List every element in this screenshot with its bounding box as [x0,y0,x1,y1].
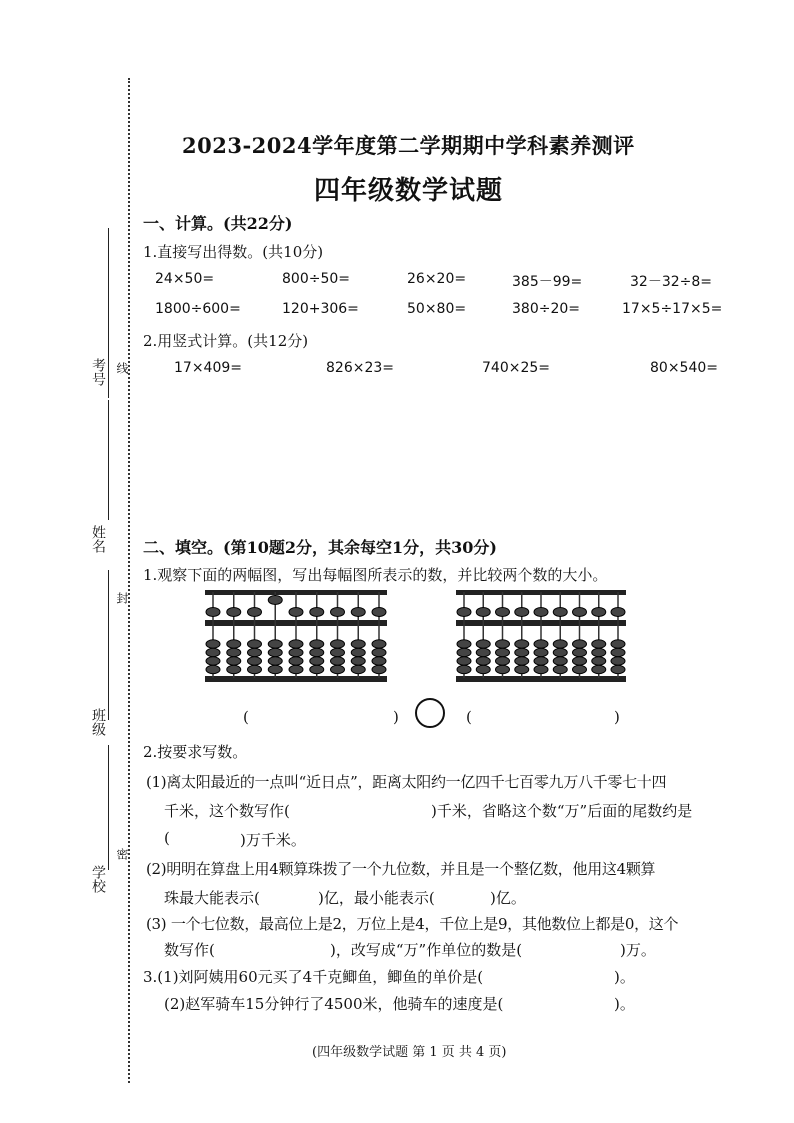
abacus-lower-bead [592,665,606,673]
abacus-lower-bead [227,665,241,673]
abacus-lower-bead [227,657,241,665]
calc-item: 385－99= [512,274,583,290]
abacus-upper-bead [457,608,471,617]
q2-3-line1b: )。 [614,968,635,986]
answer-paren-open: ( [466,708,472,726]
abacus-lower-bead [476,640,490,648]
abacus-lower-bead [515,640,529,648]
school-underline [108,745,109,870]
abacus-lower-bead [515,665,529,673]
abacus-upper-bead [496,608,510,617]
abacus-upper-bead [289,608,303,617]
abacus-lower-bead [476,648,490,656]
abacus-lower-bead [206,648,220,656]
exam-title: 2023-2024学年度第二学期期中学科素养测评 [182,133,635,158]
abacus-lower-bead [496,648,510,656]
abacus-lower-bead [289,657,303,665]
q2-2-1-line3a: ( [164,829,170,847]
abacus-upper-bead [573,608,587,617]
abacus-lower-bead [553,657,567,665]
q2-2-3-line2c: )万。 [620,941,656,959]
abacus-lower-bead [592,648,606,656]
calc-item: 50×80= [407,301,467,317]
abacus-lower-bead [573,640,587,648]
abacus-lower-bead [206,640,220,648]
abacus-lower-bead [372,665,386,673]
abacus-upper-bead [248,608,262,617]
abacus-lower-bead [289,648,303,656]
abacus-upper-bead [206,608,220,617]
section1-heading: 一、计算。(共22分) [143,214,293,233]
abacus-lower-bead [227,648,241,656]
abacus-lower-bead [553,665,567,673]
calc-item: 24×50= [155,271,215,287]
abacus-lower-bead [206,665,220,673]
abacus-lower-bead [496,665,510,673]
abacus-lower-bead [476,665,490,673]
answer-paren-close: ) [393,708,399,726]
binding-dotted-line [128,78,130,1083]
q2-2-3-line1: (3) 一个七位数，最高位上是2，万位上是4，千位上是9，其他数位上都是0，这个 [146,915,679,933]
abacus-lower-bead [592,657,606,665]
q2-2-2-line2a: 珠最大能表示( [164,889,260,907]
abacus-lower-bead [351,665,365,673]
exam-number-label: 考号 [90,358,106,386]
abacus-lower-bead [248,657,262,665]
q2-2-1-line2b: )千米，省略这个数“万”后面的尾数约是 [431,802,693,820]
abacus-lower-bead [534,665,548,673]
abacus-lower-bead [372,657,386,665]
student-name-underline [108,400,109,520]
calc-item: 800÷50= [282,271,350,287]
abacus-upper-bead [553,608,567,617]
abacus-lower-bead [248,665,262,673]
abacus-lower-bead [227,640,241,648]
calc-item: 17×5÷17×5= [622,301,723,317]
abacus-lower-bead [534,657,548,665]
abacus-upper-bead [227,608,241,617]
abacus-lower-bead [268,648,282,656]
q2-3-line2b: )。 [614,995,635,1013]
abacus-lower-bead [534,648,548,656]
abacus-lower-bead [573,657,587,665]
calc-item: 32－32÷8= [630,274,712,290]
abacus-lower-bead [289,665,303,673]
abacus-lower-bead [611,665,625,673]
abacus-lower-bead [351,648,365,656]
q2-3-line2a: (2)赵军骑车15分钟行了4500米，他骑车的速度是( [164,995,504,1013]
abacus-lower-bead [372,640,386,648]
q2-2-3-line2a: 数写作( [164,941,215,959]
abacus-lower-bead [268,657,282,665]
abacus-lower-bead [206,657,220,665]
abacus-lower-bead [534,640,548,648]
q2-2-1-line2a: 千米，这个数写作( [164,802,290,820]
abacus-upper-bead [310,608,324,617]
compare-circle-blank[interactable] [415,698,445,728]
abacus-lower-bead [611,657,625,665]
q2-2-1-line3b: )万千米。 [240,831,306,849]
q2-3-line1a: 3.(1)刘阿姨用60元买了4千克鲫鱼，鲫鱼的单价是( [143,968,484,986]
abacus-lower-bead [268,640,282,648]
abacus-lower-bead [310,665,324,673]
abacus-lower-bead [457,648,471,656]
abacus-upper-bead [268,596,282,605]
abacus-lower-bead [592,640,606,648]
abacus-upper-bead [534,608,548,617]
abacus-lower-bead [515,657,529,665]
vertical-calc-item: 740×25= [482,360,550,376]
calc-item: 26×20= [407,271,467,287]
abacus-upper-bead [331,608,345,617]
answer-paren-close: ) [614,708,620,726]
abacus-lower-bead [331,665,345,673]
q1-heading: 1.直接写出得数。(共10分) [143,243,324,261]
abacus-lower-bead [331,657,345,665]
vertical-calc-item: 80×540= [650,360,718,376]
abacus-lower-bead [457,640,471,648]
abacus-lower-bead [457,665,471,673]
exam-subtitle: 四年级数学试题 [314,176,504,206]
q2-1-text: 1.观察下面的两幅图，写出每幅图所表示的数，并比较两个数的大小。 [143,566,608,584]
answer-paren-open: ( [243,708,249,726]
abacus-left-image [205,588,387,684]
q2-2-3-line2b: )，改写成“万”作单位的数是( [330,941,523,959]
calc-item: 1800÷600= [155,301,241,317]
q2-heading: 2.用竖式计算。(共12分) [143,332,309,350]
abacus-lower-bead [515,648,529,656]
vertical-calc-item: 17×409= [174,360,242,376]
abacus-lower-bead [268,665,282,673]
abacus-lower-bead [310,657,324,665]
abacus-lower-bead [351,657,365,665]
abacus-lower-bead [331,640,345,648]
abacus-lower-bead [573,665,587,673]
abacus-upper-bead [592,608,606,617]
abacus-lower-bead [553,640,567,648]
abacus-lower-bead [553,648,567,656]
calc-item: 120+306= [282,301,359,317]
abacus-upper-bead [351,608,365,617]
binding-seal-mark: 封 [115,592,129,604]
class-underline [108,570,109,720]
abacus-lower-bead [351,640,365,648]
abacus-lower-bead [496,657,510,665]
abacus-upper-bead [476,608,490,617]
q2-2-2-line2c: )亿。 [490,889,526,907]
section2-heading: 二、填空。(第10题2分，其余每空1分，共30分) [143,538,497,557]
page-footer: (四年级数学试题 第 1 页 共 4 页) [312,1045,507,1060]
abacus-upper-bead [611,608,625,617]
abacus-upper-bead [515,608,529,617]
abacus-lower-bead [372,648,386,656]
abacus-right-image [456,588,626,684]
abacus-lower-bead [310,648,324,656]
abacus-lower-bead [573,648,587,656]
class-label: 班级 [90,708,106,736]
student-name-label: 姓名 [90,525,106,553]
q2-2-1-line1: (1)离太阳最近的一点叫“近日点”，距离太阳约一亿四千七百零九万八千零七十四 [146,773,667,791]
abacus-lower-bead [289,640,303,648]
calc-item: 380÷20= [512,301,580,317]
abacus-lower-bead [310,640,324,648]
abacus-upper-bead [372,608,386,617]
abacus-lower-bead [496,640,510,648]
abacus-lower-bead [248,648,262,656]
binding-secret-mark: 密 [115,848,129,860]
abacus-lower-bead [476,657,490,665]
school-label: 学校 [90,865,106,893]
binding-line-mark: 线 [115,362,129,374]
abacus-lower-bead [611,648,625,656]
abacus-lower-bead [611,640,625,648]
exam-number-underline [108,228,109,398]
q2-2-heading: 2.按要求写数。 [143,743,248,761]
abacus-lower-bead [331,648,345,656]
q2-2-2-line1: (2)明明在算盘上用4颗算珠拨了一个九位数，并且是一个整亿数，他用这4颗算 [146,860,656,878]
abacus-lower-bead [457,657,471,665]
vertical-calc-item: 826×23= [326,360,394,376]
abacus-lower-bead [248,640,262,648]
q2-2-2-line2b: )亿，最小能表示( [318,889,435,907]
